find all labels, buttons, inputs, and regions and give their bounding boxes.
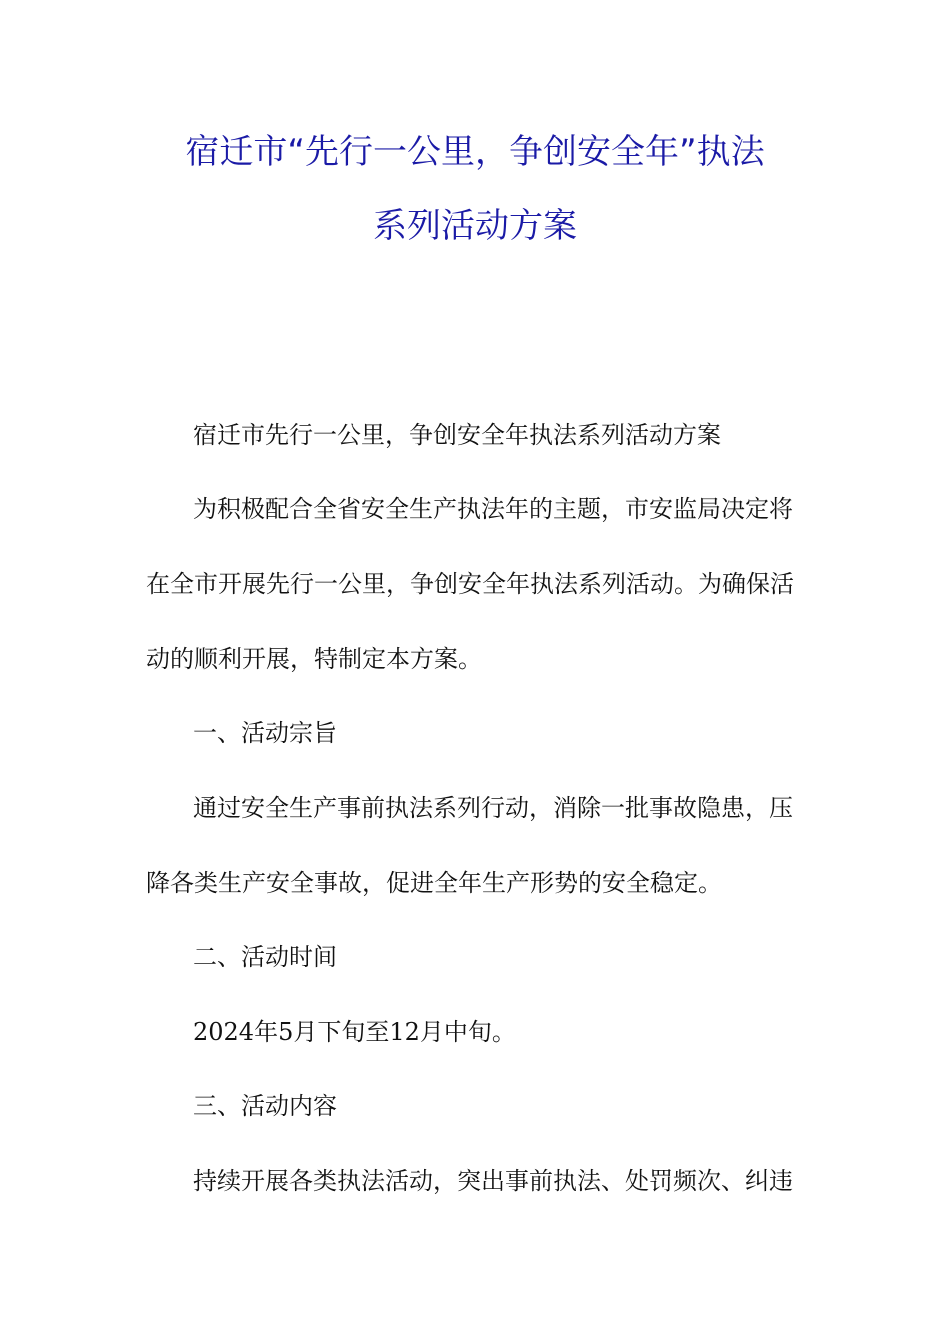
body-line: 通过安全生产事前执法系列行动，消除一批事故隐患，压 [193,794,793,822]
body-line: 在全市开展先行一公里，争创安全年执法系列活动。为确保活 [146,570,794,598]
body-line: 宿迁市先行一公里，争创安全年执法系列活动方案 [193,421,721,449]
body-line: 持续开展各类执法活动，突出事前执法、处罚频次、纠违 [193,1167,793,1195]
body-line: 为积极配合全省安全生产执法年的主题，市安监局决定将 [193,495,793,523]
body-line: 动的顺利开展，特制定本方案。 [146,645,482,673]
section-heading: 三、活动内容 [193,1092,337,1120]
document-title-line-2: 系列活动方案 [373,206,577,246]
section-heading: 二、活动时间 [193,943,337,971]
document-title-line-1: 宿迁市“先行一公里，争创安全年”执法 [185,132,765,172]
body-line: 降各类生产安全事故，促进全年生产形势的安全稳定。 [146,869,722,897]
section-heading: 一、活动宗旨 [193,719,337,747]
body-line: 2024年5月下旬至12月中旬。 [193,1018,516,1046]
